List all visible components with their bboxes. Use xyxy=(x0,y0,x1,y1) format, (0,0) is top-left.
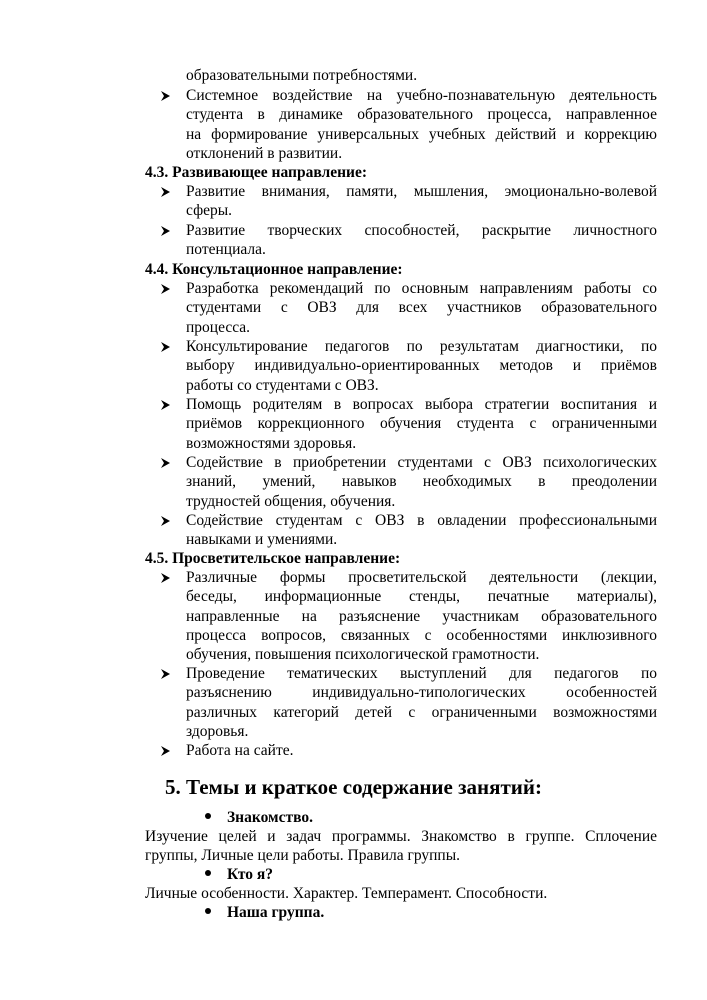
list-item xyxy=(160,453,657,511)
line: различных категорий детей с ограниченными возможностями xyxy=(186,703,657,721)
line: Консультирование педагогов по результатам диагностики, по xyxy=(186,338,657,355)
line: обучения, повышения психологической грамотности. xyxy=(186,646,540,664)
line: потенциала. xyxy=(186,241,266,259)
section-heading: 4.5. Просветительское направление: xyxy=(145,550,401,567)
topic-title: Знакомство. xyxy=(227,809,313,826)
line: студента в динамике образовательного процесса, направленное xyxy=(186,106,657,124)
line: студентами с ОВЗ для всех участников образовательного xyxy=(186,299,657,317)
line: Работа на сайте. xyxy=(186,742,294,759)
line: работы со студентами с ОВЗ. xyxy=(186,376,379,394)
arrow-bullet-icon xyxy=(160,221,182,237)
list-item xyxy=(160,221,657,260)
bullet-dot-icon xyxy=(205,813,211,819)
line: процесса вопросов, связанных с особенностями инклюзивного xyxy=(186,626,657,644)
arrow-bullet-icon xyxy=(160,453,182,469)
line: Помощь родителям в вопросах выбора стратегии воспитания и xyxy=(186,396,657,413)
line: Содействие студентам с ОВЗ в овладении профессиональными xyxy=(186,512,657,529)
line: сферы. xyxy=(186,202,233,220)
line: Развитие внимания, памяти, мышления, эмоционально-волевой xyxy=(186,183,657,200)
line: трудностей общения, обучения. xyxy=(186,492,396,510)
topic-title: Наша группа. xyxy=(227,904,325,921)
section-heading: 4.4. Консультационное направление: xyxy=(145,261,403,278)
line: Различные формы просветительской деятельности (лекции, xyxy=(186,569,657,586)
arrow-bullet-icon xyxy=(160,395,182,411)
line: навыками и умениями. xyxy=(186,531,338,549)
list-item xyxy=(160,86,657,163)
section-title: 5. Темы и краткое содержание занятий: xyxy=(164,775,542,799)
line: выбору индивидуально-ориентированных методов и приёмов xyxy=(186,357,657,375)
line: направленные на разъяснение участникам образовательного xyxy=(186,607,657,625)
bullet-dot-icon xyxy=(205,908,211,914)
bullet-dot-icon xyxy=(205,870,211,876)
paragraph-tail: образовательными потребностями. xyxy=(186,67,418,84)
line: здоровья. xyxy=(186,722,249,740)
line: Развитие творческих способностей, раскрытие личностного xyxy=(186,222,657,239)
arrow-bullet-icon xyxy=(160,337,182,353)
arrow-bullet-icon xyxy=(160,279,182,295)
line: Проведение тематических выступлений для педагогов по xyxy=(186,665,657,682)
list-item xyxy=(160,395,657,453)
list-item xyxy=(160,337,657,395)
line: разъяснению индивидуально-типологических особенностей xyxy=(186,684,657,702)
arrow-bullet-icon xyxy=(160,568,182,584)
line: группы, Личные цели работы. Правила группы. xyxy=(145,847,461,865)
line: на формирование универсальных учебных действий и коррекцию xyxy=(186,125,657,143)
list-item xyxy=(160,279,657,337)
line: возможностями здоровья. xyxy=(186,434,357,452)
topic-body xyxy=(145,827,657,866)
section-heading: 4.3. Развивающее направление: xyxy=(145,164,367,181)
arrow-bullet-icon xyxy=(160,182,182,198)
list-item xyxy=(160,511,657,550)
line: отклонений в развитии. xyxy=(186,144,343,162)
line: Личные особенности. Характер. Темперамент. Способности. xyxy=(145,885,548,902)
topic-heading xyxy=(205,808,313,827)
topic-title: Кто я? xyxy=(227,866,274,883)
topic-heading xyxy=(205,865,273,884)
line: Системное воздействие на учебно-познавательную деятельность xyxy=(186,87,657,104)
line: Изучение целей и задач программы. Знакомство в группе. Сплочение xyxy=(145,828,657,845)
line: знаний, умений, навыков необходимых в преодолении xyxy=(186,473,657,491)
arrow-bullet-icon xyxy=(160,86,182,102)
arrow-bullet-icon xyxy=(160,741,182,757)
line: беседы, информационные стенды, печатные материалы), xyxy=(186,588,657,606)
list-item xyxy=(160,664,657,741)
list-item xyxy=(160,741,657,760)
topic-body xyxy=(145,884,657,903)
list-item xyxy=(160,182,657,221)
line: Разработка рекомендаций по основным направлениям работы со xyxy=(186,280,657,297)
line: Содействие в приобретении студентами с ОВЗ психологических xyxy=(186,454,657,471)
list-item xyxy=(160,568,657,664)
line: процесса. xyxy=(186,318,251,336)
line: приёмов коррекционного обучения студента с ограниченными xyxy=(186,415,657,433)
topic-heading xyxy=(205,903,324,922)
arrow-bullet-icon xyxy=(160,664,182,680)
arrow-bullet-icon xyxy=(160,511,182,527)
